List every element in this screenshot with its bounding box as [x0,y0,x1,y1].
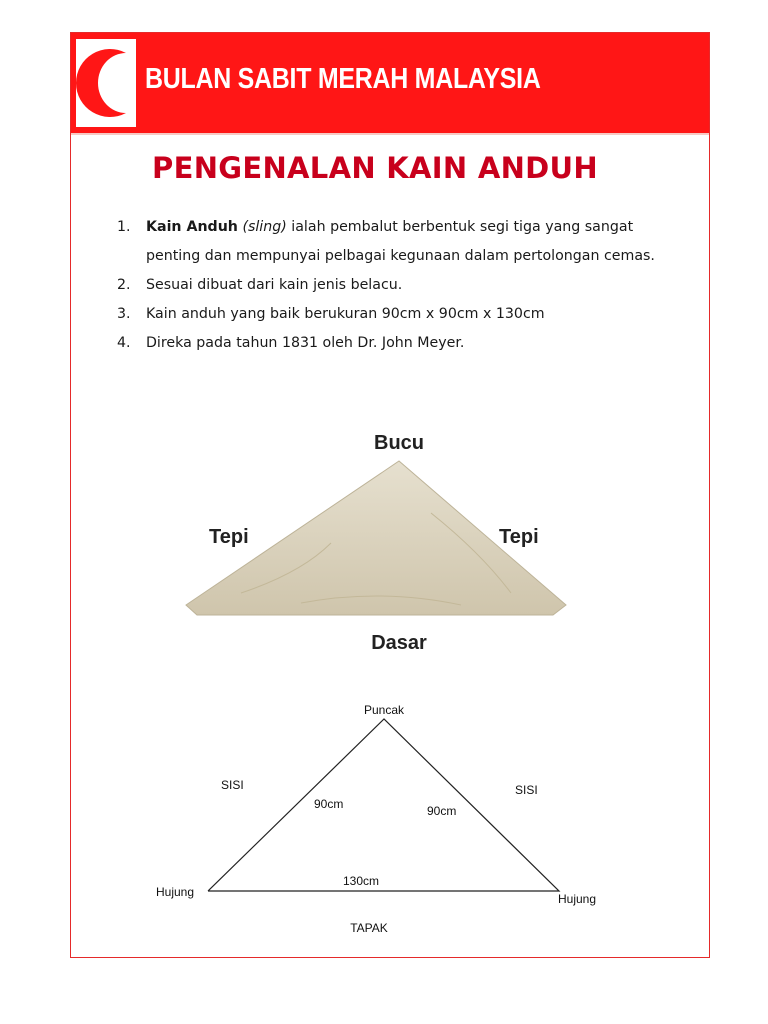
term-italic: (sling) [242,219,287,235]
term-bold: Kain Anduh [146,219,238,235]
list-item [117,300,677,329]
label-hujung-left: Hujung [156,885,195,899]
list-body: ialah pembalut berbentuk segi tiga yang sangat penting dan mempunyai pelbagai kegunaan dalam pertolongan cemas. [146,219,655,264]
triangle-outline [208,719,559,891]
list-number: 3. [117,306,131,322]
list-item [117,329,677,358]
red-crescent-icon [76,39,136,127]
label-dasar: Dasar [371,632,427,654]
label-bucu: Bucu [374,432,424,454]
label-90cm-left: 90cm [314,797,344,811]
sling-measurement-diagram [151,698,621,938]
list-number: 4. [117,335,131,351]
page-frame [70,32,710,958]
list-text: Sesuai dibuat dari kain jenis belacu. [146,277,403,293]
label-sisi-left: SISI [221,778,244,792]
label-sisi-right: SISI [515,783,538,797]
label-hujung-right: Hujung [558,892,597,906]
label-130cm: 130cm [343,874,380,888]
list-text: Kain anduh yang baik berukuran 90cm x 90cm x 130cm [146,306,545,322]
label-puncak: Puncak [363,703,405,717]
organization-name: BULAN SABIT MERAH MALAYSIA [145,63,541,95]
info-list [117,213,677,358]
label-tepi-left: Tepi [209,526,249,548]
list-number: 1. [117,219,131,235]
sling-photo-diagram [181,393,641,663]
label-90cm-right: 90cm [427,804,457,818]
label-tapak: TAPAK [350,921,388,935]
list-text: Direka pada tahun 1831 oleh Dr. John Meyer. [146,335,465,351]
list-number: 2. [117,277,131,293]
list-text [146,213,677,271]
header-divider [71,133,709,135]
list-item [117,213,677,271]
list-item [117,271,677,300]
header-banner [71,33,709,133]
label-tepi-right: Tepi [499,526,539,548]
page-title: PENGENALAN KAIN ANDUH [152,151,598,185]
